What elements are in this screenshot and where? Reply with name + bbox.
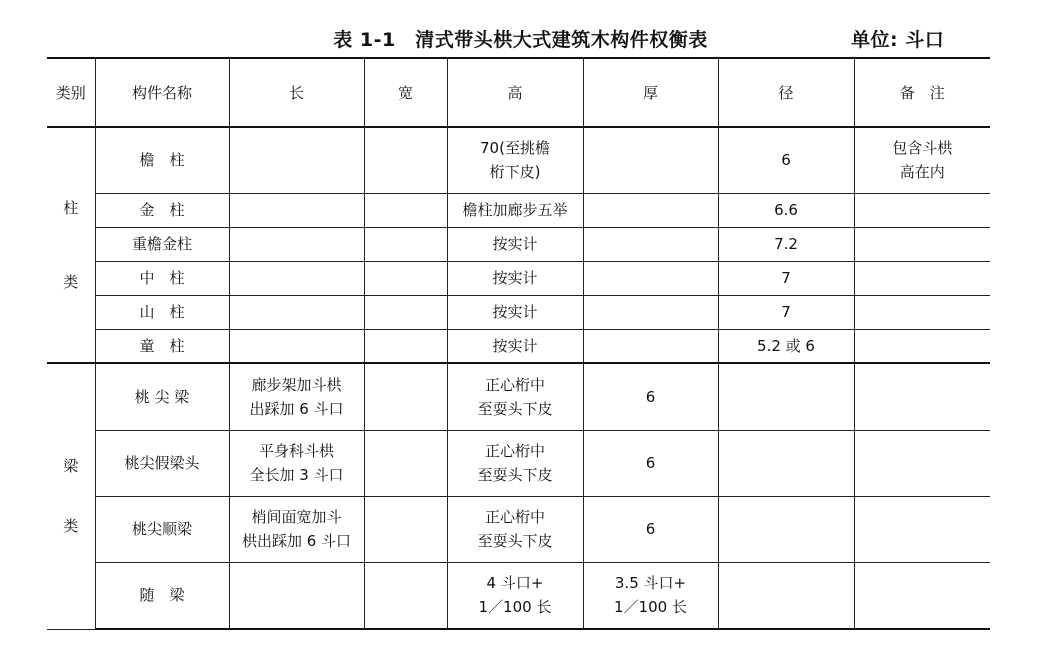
cell-name: 童 柱: [95, 329, 229, 363]
cell-length: 廊步架加斗栱 出踩加 6 斗口: [229, 363, 364, 430]
cell-note: [854, 562, 990, 629]
table-title: 表 1-1 清式带头栱大式建筑木构件权衡表: [333, 29, 708, 51]
cell-width: [364, 329, 447, 363]
header-thickness: 厚: [583, 58, 718, 127]
cell-diameter: [718, 430, 854, 496]
cell-length: [229, 562, 364, 629]
cell-length: 梢间面宽加斗 栱出踩加 6 斗口: [229, 496, 364, 562]
cell-name: 桃尖假梁头: [95, 430, 229, 496]
cell-height: 正心桁中 至耍头下皮: [447, 430, 583, 496]
cell-length: [229, 261, 364, 295]
cell-thickness: [583, 295, 718, 329]
cell-width: [364, 261, 447, 295]
category-cell: 梁 类: [47, 363, 95, 629]
cell-height: 正心桁中 至耍头下皮: [447, 496, 583, 562]
cell-diameter: [718, 562, 854, 629]
table-row: [47, 227, 990, 261]
header-length: 长: [229, 58, 364, 127]
cell-diameter: [718, 363, 854, 430]
cell-width: [364, 430, 447, 496]
cell-thickness: [583, 261, 718, 295]
cell-diameter: 7: [718, 261, 854, 295]
cell-note: 包含斗栱 高在内: [854, 127, 990, 193]
cell-length: [229, 329, 364, 363]
cell-name: 桃 尖 梁: [95, 363, 229, 430]
cell-thickness: 3.5 斗口+ 1／100 长: [583, 562, 718, 629]
cell-height: 按实计: [447, 329, 583, 363]
cell-diameter: [718, 496, 854, 562]
table-row: [47, 496, 990, 562]
cell-height: 正心桁中 至耍头下皮: [447, 363, 583, 430]
table-row: [47, 193, 990, 227]
cell-name: 中 柱: [95, 261, 229, 295]
cell-width: [364, 496, 447, 562]
cell-name: 金 柱: [95, 193, 229, 227]
cell-width: [364, 227, 447, 261]
cell-diameter: 7: [718, 295, 854, 329]
cell-thickness: 6: [583, 363, 718, 430]
cell-diameter: 5.2 或 6: [718, 329, 854, 363]
cell-length: [229, 127, 364, 193]
beam-group: [47, 363, 990, 629]
cell-note: [854, 430, 990, 496]
header-width: 宽: [364, 58, 447, 127]
header-name: 构件名称: [95, 58, 229, 127]
cell-width: [364, 363, 447, 430]
cell-thickness: [583, 329, 718, 363]
cell-thickness: 6: [583, 430, 718, 496]
table-row: [47, 295, 990, 329]
cell-thickness: 6: [583, 496, 718, 562]
cell-height: 70(至挑檐 桁下皮): [447, 127, 583, 193]
cell-height: 檐柱加廊步五举: [447, 193, 583, 227]
cell-width: [364, 127, 447, 193]
cell-name: 桃尖顺梁: [95, 496, 229, 562]
unit-label: 单位: 斗口: [851, 29, 945, 51]
cell-length: [229, 295, 364, 329]
cell-name: 随 梁: [95, 562, 229, 629]
table-row: [47, 562, 990, 629]
header-note: 备 注: [854, 58, 990, 127]
component-table: [47, 57, 990, 630]
table-row: [47, 261, 990, 295]
cell-note: [854, 363, 990, 430]
cell-length: [229, 227, 364, 261]
header-diameter: 径: [718, 58, 854, 127]
cell-length: 平身科斗栱 全长加 3 斗口: [229, 430, 364, 496]
cell-note: [854, 496, 990, 562]
cell-note: [854, 261, 990, 295]
table-row: [47, 329, 990, 363]
table-row: [47, 363, 990, 430]
cell-height: 按实计: [447, 261, 583, 295]
cell-thickness: [583, 227, 718, 261]
cell-diameter: 6: [718, 127, 854, 193]
header-row: [47, 58, 990, 127]
header-category: 类别: [47, 58, 95, 127]
column-group: [47, 127, 990, 363]
cell-length: [229, 193, 364, 227]
cell-note: [854, 227, 990, 261]
cell-height: 4 斗口+ 1／100 长: [447, 562, 583, 629]
cell-width: [364, 295, 447, 329]
cell-diameter: 6.6: [718, 193, 854, 227]
table-row: [47, 127, 990, 193]
cell-name: 檐 柱: [95, 127, 229, 193]
cell-name: 重檐金柱: [95, 227, 229, 261]
cell-diameter: 7.2: [718, 227, 854, 261]
cell-note: [854, 329, 990, 363]
cell-name: 山 柱: [95, 295, 229, 329]
cell-note: [854, 193, 990, 227]
cell-width: [364, 562, 447, 629]
table-row: [47, 430, 990, 496]
category-cell: 柱 类: [47, 127, 95, 363]
cell-height: 按实计: [447, 227, 583, 261]
cell-thickness: [583, 127, 718, 193]
cell-height: 按实计: [447, 295, 583, 329]
cell-thickness: [583, 193, 718, 227]
cell-width: [364, 193, 447, 227]
cell-note: [854, 295, 990, 329]
header-height: 高: [447, 58, 583, 127]
